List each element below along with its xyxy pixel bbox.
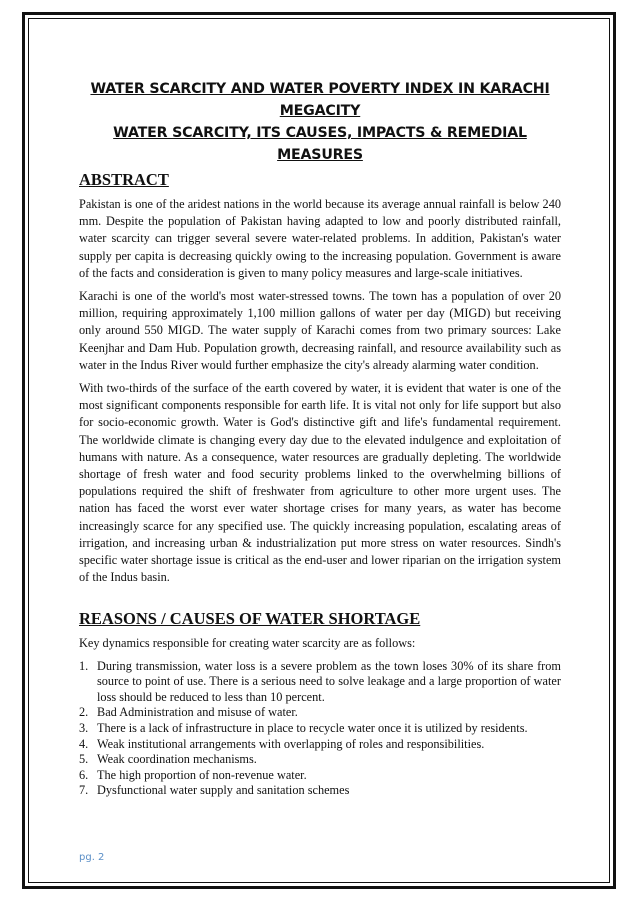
list-item bbox=[79, 737, 561, 753]
list-item-text: Weak institutional arrangements with overlapping of roles and responsibilities. bbox=[97, 736, 485, 751]
abstract-paragraph: Karachi is one of the world's most water-stressed towns. The town has a population of over 20 million, requiring approximately 1,100 million gallons of water per day (MIGD) but receiving only around 550 MIGD. The water supply of Karachi comes from two primary sources: Lake Keenjhar and Dam Hub. Population growth, decreasing rainfall, and resource availability such as water in the Indus River would further emphasize the city's already alarming water condition. bbox=[79, 289, 561, 372]
list-number: 7. bbox=[79, 783, 89, 798]
abstract-paragraph: With two-thirds of the surface of the earth covered by water, it is evident that water is one of the most significant components responsible for earth life. It is vital not only for life support but also for socio-economic growth. Water is God's distinctive gift and life's fundamental requirement. The worldwide climate is changing every day due to the elevated indulgence and exploitation of humans with nature. As a consequence, water resources are gradually depleting. The worldwide shortage of fresh water and food security problems linked to the overwhelming billions of populations required the shift of freshwater from agriculture to other more urgent uses. The nation has faced the worst ever water shortage crises for many years, as water has become increasingly scarce for any specified use. The quickly increasing population, escalating areas of irrigation, and increasing urban & industrialization put more stress on water resources. Sindh's specific water shortage issue is critical as the end-user and lower riparian on the irrigation system of the Indus basin. bbox=[79, 381, 561, 585]
list-number: 3. bbox=[79, 721, 89, 736]
list-number: 2. bbox=[79, 705, 89, 720]
list-item bbox=[79, 768, 561, 784]
title-line: MEGACITY bbox=[279, 103, 361, 119]
list-item-text: During transmission, water loss is a severe problem as the town loses 30% of its share from source to point of use. There is a serious need to solve leakage and a large proportion of water loss should be reduced to less than 10 percent. bbox=[97, 658, 561, 704]
reasons-list bbox=[79, 659, 561, 799]
title-line: WATER SCARCITY, ITS CAUSES, IMPACTS & REMEDIAL bbox=[113, 125, 527, 141]
abstract-heading: ABSTRACT bbox=[79, 170, 169, 189]
list-item-text: There is a lack of infrastructure in place to recycle water once it is utilized by residents. bbox=[97, 721, 528, 736]
list-item bbox=[79, 783, 561, 799]
abstract-paragraph: Pakistan is one of the aridest nations in the world because its average annual rainfall is below 240 mm. Despite the population of Pakistan having adapted to low and poorly distributed rainfall, water scarcity can trigger several severe water-related problems. In addition, Pakistan's water supply per capita is decreasing quickly owing to the increasing population. Government is aware of the facts and consideration is given to many policy measures and large-scale initiatives. bbox=[79, 197, 561, 280]
list-item bbox=[79, 752, 561, 768]
list-item bbox=[79, 705, 561, 721]
list-item bbox=[79, 721, 561, 737]
document-title bbox=[79, 78, 561, 166]
title-line: WATER SCARCITY AND WATER POVERTY INDEX IN KARACHI bbox=[90, 81, 550, 97]
list-item bbox=[79, 659, 561, 706]
list-number: 1. bbox=[79, 658, 89, 673]
list-item-text: Bad Administration and misuse of water. bbox=[97, 705, 298, 720]
document-body bbox=[79, 78, 561, 799]
reasons-heading: REASONS / CAUSES OF WATER SHORTAGE bbox=[79, 609, 421, 629]
list-number: 5. bbox=[79, 752, 89, 767]
list-item-text: The high proportion of non-revenue water. bbox=[97, 767, 307, 782]
list-number: 6. bbox=[79, 767, 89, 782]
list-item-text: Weak coordination mechanisms. bbox=[97, 752, 257, 767]
list-item-text: Dysfunctional water supply and sanitation schemes bbox=[97, 783, 350, 798]
page-number: pg. 2 bbox=[79, 852, 105, 863]
list-number: 4. bbox=[79, 736, 89, 751]
title-line: MEASURES bbox=[277, 147, 363, 163]
reasons-intro: Key dynamics responsible for creating water scarcity are as follows: bbox=[79, 636, 416, 651]
